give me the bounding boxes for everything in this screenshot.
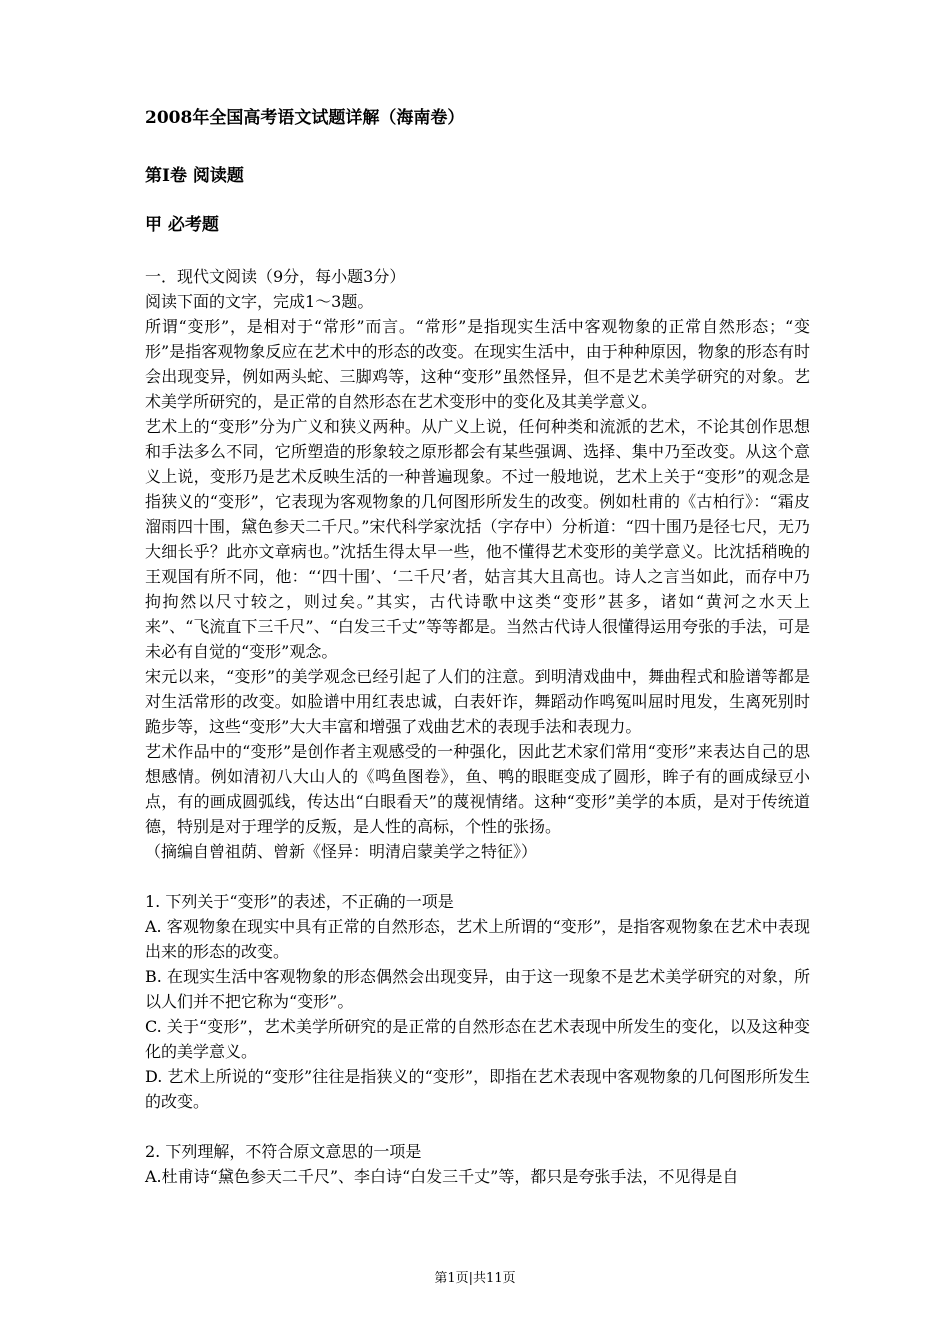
passage-paragraph-1: 所谓“变形”，是相对于“常形”而言。“常形”是指现实生活中客观物象的正常自然形态；“变形”是指客观物象反应在艺术中的形态的改变。在现实生活中，由于种种原因，物象的形态有时会出现变异，例如两头蛇、三脚鸡等，这种“变形”虽然怪异，但不是艺术美学研究的对象。艺术美学所研究的，是正常的自然形态在艺术变形中的变化及其美学意义。: [145, 317, 810, 412]
passage-paragraph-3: 宋元以来，“变形”的美学观念已经引起了人们的注意。到明清戏曲中，舞曲程式和脸谱等都是对生活常形的改变。如脸谱中用红表忠诚，白表奸诈，舞蹈动作鸣冤叫屈时甩发，生离死别时跪步等，这些“变形”大大丰富和增强了戏曲艺术的表现手法和表现力。: [145, 667, 810, 737]
reading-instruction: 阅读下面的文字，完成1～3题。: [145, 292, 374, 312]
question-1-option-b: B. 在现实生活中客观物象的形态偶然会出现变异，由于这一现象不是艺术美学研究的对象，所以人们并不把它称为“变形”。: [145, 967, 810, 1012]
document-title: 2008年全国高考语文试题详解（海南卷）: [145, 108, 465, 128]
page-number-indicator: 第1页|共11页: [434, 1271, 516, 1286]
passage-source-note: （摘编自曾祖荫、曾新《怪异：明清启蒙美学之特征》）: [145, 842, 538, 862]
question-2-stem: 2. 下列理解，不符合原文意思的一项是: [145, 1142, 422, 1162]
volume-heading: 第Ⅰ卷 阅读题: [145, 166, 244, 187]
question-2-option-a: A.杜甫诗“黛色参天二千尺”、李白诗“白发三千丈”等，都只是夸张手法，不见得是自: [145, 1167, 739, 1187]
passage-paragraph-2: 艺术上的“变形”分为广义和狭义两种。从广义上说，任何种类和流派的艺术，不论其创作思想和手法多么不同，它所塑造的形象较之原形都会有某些强调、选择、集中乃至改变。从这个意义上说，变形乃是艺术反映生活的一种普遍现象。不过一般地说，艺术上关于“变形”的观念是指狭义的“变形”，它表现为客观物象的几何图形所发生的改变。例如杜甫的《古柏行》：“霜皮溜雨四十围，黛色参天二千尺。”宋代科学家沈括（字存中）分析道：“四十围乃是径七尺，无乃大细长乎？此亦文章病也。”沈括生得太早一些，他不懂得艺术变形的美学意义。比沈括稍晚的王观国有所不同，他：“‘四十围’、‘二千尺’者，姑言其大且高也。诗人之言当如此，而存中乃拘拘然以尺寸较之，则过矣。”其实，古代诗歌中这类“变形”甚多，诸如“黄河之水天上来”、“飞流直下三千尺”、“白发三千丈”等等都是。当然古代诗人很懂得运用夸张的手法，可是未必有自觉的“变形”观念。: [145, 417, 810, 662]
question-1-option-c: C. 关于“变形”，艺术美学所研究的是正常的自然形态在艺术表现中所发生的变化，以及这种变化的美学意义。: [145, 1017, 810, 1062]
reading-part-label: 一．现代文阅读（9分，每小题3分）: [145, 267, 406, 287]
question-1-option-a: A. 客观物象在现实中具有正常的自然形态，艺术上所谓的“变形”，是指客观物象在艺术中表现出来的形态的改变。: [145, 917, 810, 962]
question-1-stem: 1. 下列关于“变形”的表述，不正确的一项是: [145, 892, 454, 912]
page-footer: [0, 1267, 950, 1286]
passage-paragraph-4: 艺术作品中的“变形”是创作者主观感受的一种强化，因此艺术家们常用“变形”来表达自己的思想感情。例如清初八大山人的《鸣鱼图卷》，鱼、鸭的眼眶变成了圆形，眸子有的画成绿豆小点，有的画成圆弧线，传达出“白眼看天”的蔑视情绪。这种“变形”美学的本质，是对于传统道德，特别是对于理学的反叛，是人性的高标，个性的张扬。: [145, 742, 810, 837]
question-1-option-d: D. 艺术上所说的“变形”往往是指狭义的“变形”，即指在艺术表现中客观物象的几何图形所发生的改变。: [145, 1067, 810, 1112]
section-heading: 甲 必考题: [145, 214, 219, 235]
